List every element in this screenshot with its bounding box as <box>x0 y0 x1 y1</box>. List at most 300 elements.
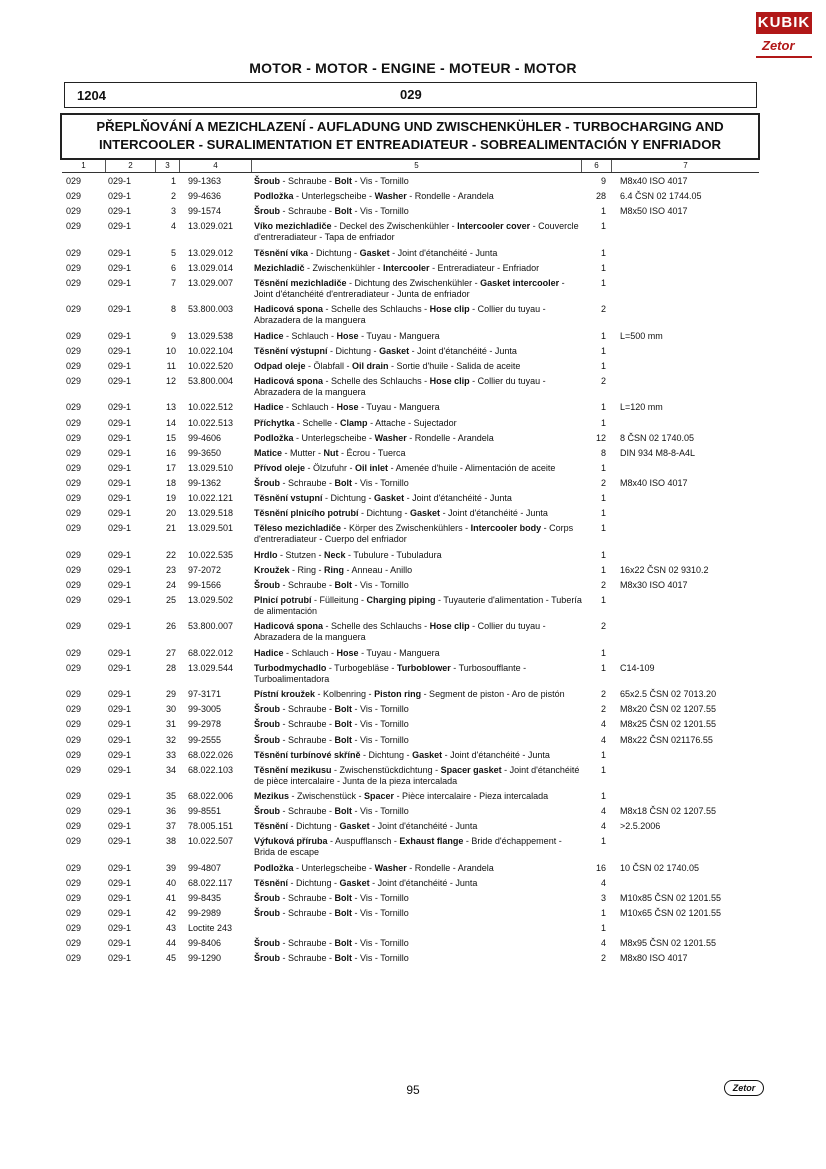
desc-de: - Mutter - <box>282 447 324 458</box>
cell-part-number: 13.029.502 <box>188 594 234 605</box>
desc-cz: Šroub <box>254 719 280 730</box>
cell-description <box>254 448 584 459</box>
cell-note: 6.4 ČSN 02 1744.05 <box>620 191 702 202</box>
cell-part-number: 13.029.014 <box>188 262 234 273</box>
cell-group: 029 <box>66 621 82 632</box>
cell-part-number: 68.022.012 <box>188 647 234 658</box>
cell-note: M8x40 ISO 4017 <box>620 477 688 488</box>
desc-fr-es: - Corps d'entreradiateur - Cuerpo del enfriador <box>254 523 574 545</box>
cell-group: 029 <box>66 262 82 273</box>
cell-part-number: 99-8435 <box>188 893 222 904</box>
table-row <box>0 346 826 361</box>
cell-subgroup: 029-1 <box>108 836 132 847</box>
cell-group: 029 <box>66 749 82 760</box>
desc-en: Gasket <box>374 493 405 503</box>
desc-en: Bolt <box>334 893 353 904</box>
cell-subgroup: 029-1 <box>108 719 132 730</box>
cell-position: 17 <box>165 462 176 473</box>
cell-quantity: 1 <box>600 345 606 356</box>
cell-position: 2 <box>170 191 176 202</box>
desc-cz: Šroub <box>254 206 280 217</box>
table-row <box>0 719 826 734</box>
cell-description <box>254 433 584 444</box>
cell-description <box>254 248 584 259</box>
cell-subgroup: 029-1 <box>108 893 132 904</box>
cell-part-number: 99-4636 <box>188 191 222 202</box>
cell-part-number: 13.029.510 <box>188 462 234 473</box>
cell-group: 029 <box>66 477 82 488</box>
cell-group: 029 <box>66 277 82 288</box>
cell-position: 9 <box>170 330 176 341</box>
desc-en: Intercooler <box>383 262 430 273</box>
cell-description <box>254 689 584 700</box>
cell-group: 029 <box>66 376 82 387</box>
cell-part-number: 99-3650 <box>188 447 222 458</box>
cell-quantity: 4 <box>600 806 606 817</box>
section-heading-line-1: PŘEPLŇOVÁNÍ A MEZICHLAZENÍ - AUFLADUNG UND ZWISCHENKÜHLER - TURBOCHARGING AND <box>96 119 724 134</box>
cell-part-number: 10.022.520 <box>188 360 234 371</box>
cell-quantity: 1 <box>600 206 606 217</box>
cell-position: 44 <box>165 938 176 949</box>
desc-cz: Hadice <box>254 402 284 413</box>
desc-de: - Dichtung - <box>358 508 411 519</box>
reference-group: 029 <box>400 87 422 102</box>
cell-subgroup: 029-1 <box>108 206 132 217</box>
desc-de: - Ring - <box>289 564 325 575</box>
cell-group: 029 <box>66 836 82 847</box>
desc-en: Spacer <box>364 791 395 802</box>
cell-subgroup: 029-1 <box>108 462 132 473</box>
cell-description <box>254 806 584 817</box>
cell-part-number: 13.029.501 <box>188 523 234 534</box>
desc-cz: Mezikus <box>254 791 290 802</box>
cell-position: 45 <box>165 953 176 964</box>
cell-group: 029 <box>66 523 82 534</box>
cell-group: 029 <box>66 877 82 888</box>
desc-fr-es: - Collier du tuyau - Abrazadera de la manguera <box>254 621 546 643</box>
column-number-header <box>62 160 759 173</box>
desc-fr-es: - Entreradiateur - Enfriador <box>429 262 540 273</box>
cell-description <box>254 893 584 904</box>
cell-position: 15 <box>165 432 176 443</box>
cell-position: 8 <box>170 304 176 315</box>
desc-de: - Schlauch - <box>283 647 337 658</box>
table-row <box>0 478 826 493</box>
desc-cz: Šroub <box>254 477 280 488</box>
cell-description <box>254 402 584 413</box>
desc-cz: Šroub <box>254 908 280 919</box>
desc-de: - Schlauch - <box>283 330 337 341</box>
cell-group: 029 <box>66 938 82 949</box>
cell-position: 7 <box>170 277 176 288</box>
desc-cz: Těsnění mezikusu <box>254 764 332 775</box>
cell-description <box>254 719 584 730</box>
table-row <box>0 863 826 878</box>
cell-description <box>254 791 584 802</box>
column-number: 3 <box>156 160 180 172</box>
desc-cz: Matice <box>254 447 283 458</box>
desc-de: - Schelle des Schlauchs - <box>323 376 430 387</box>
desc-en: Piston ring <box>374 689 422 700</box>
desc-fr-es: - Vis - Tornillo <box>352 719 409 730</box>
desc-fr-es: - Vis - Tornillo <box>352 908 409 919</box>
desc-en: Gasket <box>410 508 441 519</box>
desc-fr-es: - Vis - Tornillo <box>352 704 409 715</box>
cell-description <box>254 493 584 504</box>
desc-fr-es: - Tuyauterie d'alimentation - Tubería de alimentación <box>254 594 582 616</box>
cell-description <box>254 765 584 787</box>
cell-subgroup: 029-1 <box>108 704 132 715</box>
desc-cz: Podložka <box>254 862 294 873</box>
cell-position: 3 <box>170 206 176 217</box>
desc-en: Intercooler body <box>470 523 542 534</box>
desc-de: - Schraube - <box>280 579 335 590</box>
cell-description <box>254 595 584 617</box>
table-row <box>0 263 826 278</box>
cell-subgroup: 029-1 <box>108 221 132 232</box>
cell-subgroup: 029-1 <box>108 376 132 387</box>
cell-quantity: 2 <box>600 579 606 590</box>
desc-de: - Deckel des Zwischenkühler - <box>331 221 458 232</box>
cell-part-number: 99-2989 <box>188 908 222 919</box>
desc-en: Hose <box>336 647 359 658</box>
desc-de: - Fülleitung - <box>311 594 367 605</box>
cell-description <box>254 263 584 274</box>
cell-subgroup: 029-1 <box>108 734 132 745</box>
desc-en: Hose clip <box>429 621 470 632</box>
table-row <box>0 938 826 953</box>
section-heading <box>62 118 758 154</box>
desc-de: - Schraube - <box>280 719 335 730</box>
desc-fr-es: - Rondelle - Arandela <box>406 432 494 443</box>
cell-note: >2.5.2006 <box>620 821 661 832</box>
desc-de: - Auspufflansch - <box>327 836 400 847</box>
cell-position: 26 <box>165 621 176 632</box>
cell-description <box>254 191 584 202</box>
desc-de: - Kolbenring - <box>315 689 375 700</box>
desc-en: Gasket <box>339 821 370 832</box>
cell-subgroup: 029-1 <box>108 821 132 832</box>
reference-box <box>64 82 757 108</box>
desc-cz: Turbodmychadlo <box>254 662 327 673</box>
cell-part-number: 99-3005 <box>188 704 222 715</box>
cell-part-number: Loctite 243 <box>188 923 233 934</box>
reference-code: 1204 <box>77 88 106 103</box>
cell-quantity: 4 <box>600 734 606 745</box>
cell-position: 28 <box>165 662 176 673</box>
cell-quantity: 1 <box>600 564 606 575</box>
cell-description <box>254 463 584 474</box>
cell-position: 29 <box>165 689 176 700</box>
cell-quantity: 1 <box>600 549 606 560</box>
desc-de: - Schelle des Schlauchs - <box>323 304 430 315</box>
cell-group: 029 <box>66 893 82 904</box>
cell-quantity: 4 <box>600 938 606 949</box>
cell-quantity: 4 <box>600 877 606 888</box>
cell-part-number: 99-4606 <box>188 432 222 443</box>
page-number: 95 <box>406 1083 420 1097</box>
cell-description <box>254 376 584 398</box>
cell-subgroup: 029-1 <box>108 493 132 503</box>
desc-de: - Dichtung - <box>288 821 340 832</box>
cell-note: L=120 mm <box>620 402 663 413</box>
cell-group: 029 <box>66 360 82 371</box>
cell-position: 27 <box>165 647 176 658</box>
cell-subgroup: 029-1 <box>108 877 132 888</box>
cell-description <box>254 508 584 519</box>
desc-en: Gasket <box>379 345 410 356</box>
cell-description <box>254 704 584 715</box>
cell-part-number: 13.029.544 <box>188 662 234 673</box>
desc-de: - Dichtung - <box>288 877 340 888</box>
cell-group: 029 <box>66 564 82 575</box>
desc-cz: Těsnění výstupní <box>254 345 328 356</box>
column-number: 7 <box>683 161 688 170</box>
cell-part-number: 10.022.513 <box>188 417 234 428</box>
cell-note: M10x85 ČSN 02 1201.55 <box>620 893 722 904</box>
cell-note: M8x18 ČSN 02 1207.55 <box>620 806 717 817</box>
cell-quantity: 1 <box>600 277 606 288</box>
cell-position: 19 <box>165 493 176 503</box>
cell-part-number: 53.800.003 <box>188 304 234 315</box>
desc-fr-es: - Vis - Tornillo <box>352 734 409 745</box>
desc-fr-es: - Couvercle d'entreradiateur - Tapa de enfriador <box>254 221 579 243</box>
brand-divider <box>756 56 812 58</box>
cell-quantity: 1 <box>600 221 606 232</box>
desc-de: - Schraube - <box>280 893 335 904</box>
desc-en: Hose clip <box>429 376 470 387</box>
cell-subgroup: 029-1 <box>108 908 132 919</box>
table-row <box>0 448 826 463</box>
cell-part-number: 99-8551 <box>188 806 222 817</box>
cell-description <box>254 478 584 489</box>
cell-position: 36 <box>165 806 176 817</box>
cell-description <box>254 908 584 919</box>
cell-position: 43 <box>165 923 176 934</box>
desc-cz: Těsnění <box>254 821 289 832</box>
cell-group: 029 <box>66 345 82 356</box>
desc-fr-es: - Vis - Tornillo <box>352 806 409 817</box>
desc-fr-es: - Joint d'étanchéité de pièce intercalaire - Junta de la pieza intercalada <box>254 764 580 786</box>
cell-quantity: 1 <box>600 262 606 273</box>
cell-position: 42 <box>165 908 176 919</box>
cell-group: 029 <box>66 549 82 560</box>
cell-subgroup: 029-1 <box>108 191 132 202</box>
cell-part-number: 10.022.535 <box>188 549 234 560</box>
cell-group: 029 <box>66 247 82 258</box>
table-row <box>0 580 826 595</box>
cell-position: 38 <box>165 836 176 847</box>
cell-quantity: 1 <box>600 462 606 473</box>
cell-position: 16 <box>165 447 176 458</box>
cell-quantity: 2 <box>600 376 606 387</box>
cell-group: 029 <box>66 704 82 715</box>
cell-part-number: 68.022.117 <box>188 877 233 888</box>
cell-part-number: 68.022.026 <box>188 749 234 760</box>
cell-subgroup: 029-1 <box>108 402 132 413</box>
cell-description <box>254 550 584 561</box>
cell-quantity: 12 <box>595 432 606 443</box>
cell-note: M8x25 ČSN 02 1201.55 <box>620 719 717 730</box>
cell-group: 029 <box>66 176 82 186</box>
desc-de: - Zwischenstück - <box>289 791 365 802</box>
cell-part-number: 10.022.512 <box>188 402 234 413</box>
desc-en: Nut <box>323 447 339 458</box>
cell-description <box>254 863 584 874</box>
desc-cz: Těsnění <box>254 877 289 888</box>
desc-fr-es: - Rondelle - Arandela <box>406 862 494 873</box>
table-row <box>0 361 826 376</box>
cell-note: M8x40 ISO 4017 <box>620 176 688 186</box>
desc-cz: Hadice <box>254 330 284 341</box>
cell-subgroup: 029-1 <box>108 923 132 934</box>
desc-en: Gasket <box>339 877 370 888</box>
table-row <box>0 750 826 765</box>
desc-cz: Šroub <box>254 176 280 186</box>
desc-en: Washer <box>374 191 407 202</box>
section-heading-box <box>60 113 760 160</box>
desc-en: Hose <box>336 402 359 413</box>
cell-description <box>254 331 584 342</box>
cell-position: 6 <box>170 262 176 273</box>
desc-en: Bolt <box>334 938 353 949</box>
cell-part-number: 99-1290 <box>188 953 222 964</box>
column-number: 5 <box>252 160 582 172</box>
cell-quantity: 1 <box>600 662 606 673</box>
desc-fr-es: - Collier du tuyau - Abrazadera de la manguera <box>254 304 546 326</box>
cell-position: 35 <box>165 791 176 802</box>
table-row <box>0 191 826 206</box>
table-row <box>0 248 826 263</box>
cell-subgroup: 029-1 <box>108 689 132 700</box>
desc-en: Oil inlet <box>355 462 389 473</box>
desc-cz: Šroub <box>254 579 280 590</box>
desc-de: - Schelle - <box>294 417 341 428</box>
cell-subgroup: 029-1 <box>108 662 132 673</box>
desc-de: - Unterlegscheibe - <box>293 862 375 873</box>
desc-cz: Hadice <box>254 647 284 658</box>
cell-subgroup: 029-1 <box>108 360 132 371</box>
cell-part-number: 13.029.518 <box>188 508 234 519</box>
desc-de: - Schelle des Schlauchs - <box>323 621 430 632</box>
cell-description <box>254 565 584 576</box>
cell-quantity: 1 <box>600 360 606 371</box>
column-number: 6 <box>582 160 612 172</box>
desc-cz: Těsnění mezichladiče <box>254 277 347 288</box>
desc-fr-es: - Tuyau - Manguera <box>358 647 440 658</box>
cell-subgroup: 029-1 <box>108 594 132 605</box>
desc-de: - Ölabfall - <box>305 360 353 371</box>
table-row <box>0 304 826 330</box>
desc-de: - Ölzufuhr - <box>305 462 356 473</box>
desc-cz: Těsnění plnicího potrubí <box>254 508 359 519</box>
cell-quantity: 4 <box>600 821 606 832</box>
cell-group: 029 <box>66 462 82 473</box>
cell-quantity: 16 <box>595 862 606 873</box>
cell-note: DIN 934 M8-8-A4L <box>620 447 696 458</box>
desc-fr-es: - Joint d'étanchéité - Junta <box>440 508 548 519</box>
cell-group: 029 <box>66 908 82 919</box>
cell-position: 11 <box>166 360 176 371</box>
table-row <box>0 278 826 304</box>
table-row <box>0 402 826 417</box>
desc-fr-es: - Rondelle - Arandela <box>406 191 494 202</box>
desc-cz: Šroub <box>254 806 280 817</box>
cell-group: 029 <box>66 734 82 745</box>
table-row <box>0 923 826 938</box>
desc-de: - Unterlegscheibe - <box>293 432 375 443</box>
cell-position: 20 <box>165 508 176 519</box>
desc-fr-es: - Vis - Tornillo <box>352 176 409 186</box>
table-row <box>0 221 826 247</box>
cell-quantity: 1 <box>600 647 606 658</box>
table-row <box>0 663 826 689</box>
desc-cz: Šroub <box>254 704 280 715</box>
cell-group: 029 <box>66 689 82 700</box>
desc-fr-es: - Joint d'étanchéité - Junta <box>404 493 512 503</box>
cell-quantity: 2 <box>600 953 606 964</box>
desc-en: Washer <box>374 862 407 873</box>
cell-group: 029 <box>66 806 82 817</box>
table-row <box>0 206 826 221</box>
table-row <box>0 508 826 523</box>
desc-cz: Odpad oleje <box>254 360 306 371</box>
cell-position: 33 <box>165 749 176 760</box>
cell-group: 029 <box>66 447 82 458</box>
desc-en: Gasket <box>359 247 390 258</box>
desc-de: - Dichtung des Zwischenkühler - <box>346 277 481 288</box>
cell-note: C14-109 <box>620 662 655 673</box>
desc-fr-es: - Écrou - Tuerca <box>338 447 406 458</box>
table-row <box>0 908 826 923</box>
cell-quantity: 1 <box>600 493 606 503</box>
cell-position: 39 <box>165 862 176 873</box>
desc-fr-es: - Tuyau - Manguera <box>358 402 440 413</box>
cell-quantity: 1 <box>600 402 606 413</box>
cell-position: 4 <box>170 221 176 232</box>
table-row <box>0 493 826 508</box>
desc-cz: Hadicová spona <box>254 304 324 315</box>
cell-subgroup: 029-1 <box>108 247 132 258</box>
cell-part-number: 99-1574 <box>188 206 222 217</box>
desc-en: Bolt <box>334 806 353 817</box>
cell-group: 029 <box>66 647 82 658</box>
cell-part-number: 53.800.004 <box>188 376 234 387</box>
desc-fr-es: - Pièce intercalaire - Pieza intercalada <box>394 791 549 802</box>
desc-de: - Zwischenstückdichtung - <box>331 764 441 775</box>
cell-position: 25 <box>165 594 176 605</box>
cell-subgroup: 029-1 <box>108 564 132 575</box>
cell-group: 029 <box>66 330 82 341</box>
cell-group: 029 <box>66 508 82 519</box>
cell-subgroup: 029-1 <box>108 417 132 428</box>
parts-table <box>0 176 826 969</box>
cell-subgroup: 029-1 <box>108 447 132 458</box>
desc-cz: Mezichladič <box>254 262 305 273</box>
desc-de: - Schraube - <box>280 806 335 817</box>
desc-en: Bolt <box>334 719 353 730</box>
desc-de: - Zwischenkühler - <box>304 262 384 273</box>
desc-cz: Přívod oleje <box>254 462 306 473</box>
cell-note: M8x30 ISO 4017 <box>620 579 688 590</box>
cell-description <box>254 953 584 964</box>
cell-subgroup: 029-1 <box>108 579 132 590</box>
desc-fr-es: - Joint d'étanchéité - Junta <box>369 821 478 832</box>
desc-cz: Podložka <box>254 191 294 202</box>
cell-group: 029 <box>66 493 82 503</box>
cell-quantity: 4 <box>600 719 606 730</box>
cell-part-number: 97-3171 <box>188 689 222 700</box>
